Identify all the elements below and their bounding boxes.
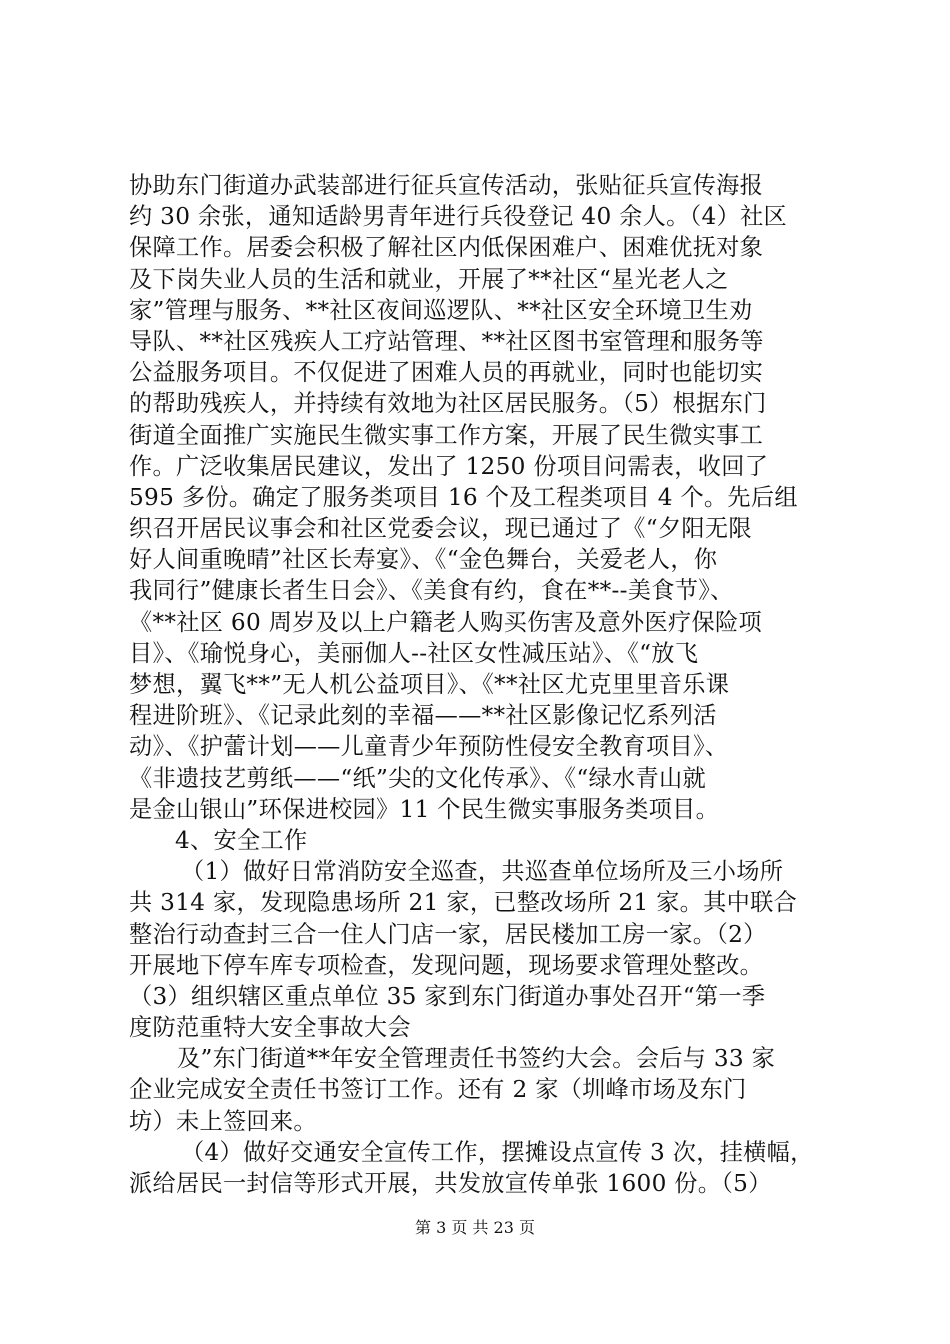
text-line: 是金山银山”环保进校园》11 个民生微实事服务类项目。: [129, 795, 720, 823]
text-line: 导队、**社区残疾人工疗站管理、**社区图书室管理和服务等: [129, 327, 764, 355]
text-line: 公益服务项目。不仅促进了困难人员的再就业，同时也能切实: [129, 359, 764, 387]
text-line: 目》、《瑜悦身心，美丽伽人--社区女性减压站》、《“放飞: [129, 639, 699, 667]
text-line: 及下岗失业人员的生活和就业，开展了**社区“星光老人之: [129, 265, 729, 293]
text-line: 的帮助残疾人，并持续有效地为社区居民服务。（5）根据东门: [129, 390, 767, 418]
text-line: 保障工作。居委会积极了解社区内低保困难户、困难优抚对象: [129, 234, 764, 262]
text-line: 家”管理与服务、**社区夜间巡逻队、**社区安全环境卫生劝: [129, 296, 753, 324]
text-line: 约 30 余张，通知适龄男青年进行兵役登记 40 余人。（4）社区: [129, 203, 788, 231]
text-line: 街道全面推广实施民生微实事工作方案，开展了民生微实事工: [129, 421, 764, 449]
section-heading: 4、安全工作: [175, 826, 308, 854]
text-line: 整治行动查封三合一住人门店一家，居民楼加工房一家。（2）: [129, 920, 767, 948]
text-line: 好人间重晚晴”社区长寿宴》、《“金色舞台，关爱老人，你: [129, 546, 718, 574]
text-line: 坊）未上签回来。: [129, 1107, 317, 1135]
text-line: 程进阶班》、《记录此刻的幸福——**社区影像记忆系列活: [129, 702, 717, 730]
text-line: 企业完成安全责任书签订工作。还有 2 家（圳峰市场及东门: [129, 1076, 747, 1104]
text-line: 作。广泛收集居民建议，发出了 1250 份项目问需表，收回了: [129, 452, 769, 480]
text-line: 织召开居民议事会和社区党委会议，现已通过了《“夕阳无限: [129, 515, 752, 543]
text-line: 我同行”健康长者生日会》、《美食有约，食在**--美食节》、: [129, 577, 734, 605]
text-line: （1）做好日常消防安全巡查，共巡查单位场所及三小场所: [181, 858, 784, 886]
page-number-footer: 第 3 页 共 23 页: [415, 1218, 535, 1237]
text-line: （4）做好交通安全宣传工作，摆摊设点宣传 3 次，挂横幅，: [181, 1138, 814, 1166]
text-line: 度防范重特大安全事故大会: [129, 1014, 411, 1042]
text-line: 《**社区 60 周岁及以上户籍老人购买伤害及意外医疗保险项: [129, 608, 762, 636]
document-body: [129, 170, 831, 1199]
text-line: 595 多份。确定了服务类项目 16 个及工程类项目 4 个。先后组: [129, 483, 798, 511]
text-line: （3）组织辖区重点单位 35 家到东门街道办事处召开“第一季: [129, 982, 766, 1010]
text-line: 及”东门街道**年安全管理责任书签约大会。会后与 33 家: [177, 1045, 776, 1073]
text-line: 开展地下停车库专项检查，发现问题，现场要求管理处整改。: [129, 951, 764, 979]
text-line: 梦想，翼飞**”无人机公益项目》、《**社区尤克里里音乐课: [129, 671, 730, 698]
text-line: 《非遗技艺剪纸——“纸”尖的文化传承》、《“绿水青山就: [129, 764, 706, 792]
text-line: 派给居民一封信等形式开展，共发放宣传单张 1600 份。（5）: [129, 1170, 772, 1197]
text-line: 共 314 家，发现隐患场所 21 家，已整改场所 21 家。其中联合: [129, 889, 798, 917]
text-line: 动》、《护蕾计划——儿童青少年预防性侵安全教育项目》、: [129, 733, 729, 761]
text-line: 协助东门街道办武装部进行征兵宣传活动，张贴征兵宣传海报: [129, 172, 764, 199]
